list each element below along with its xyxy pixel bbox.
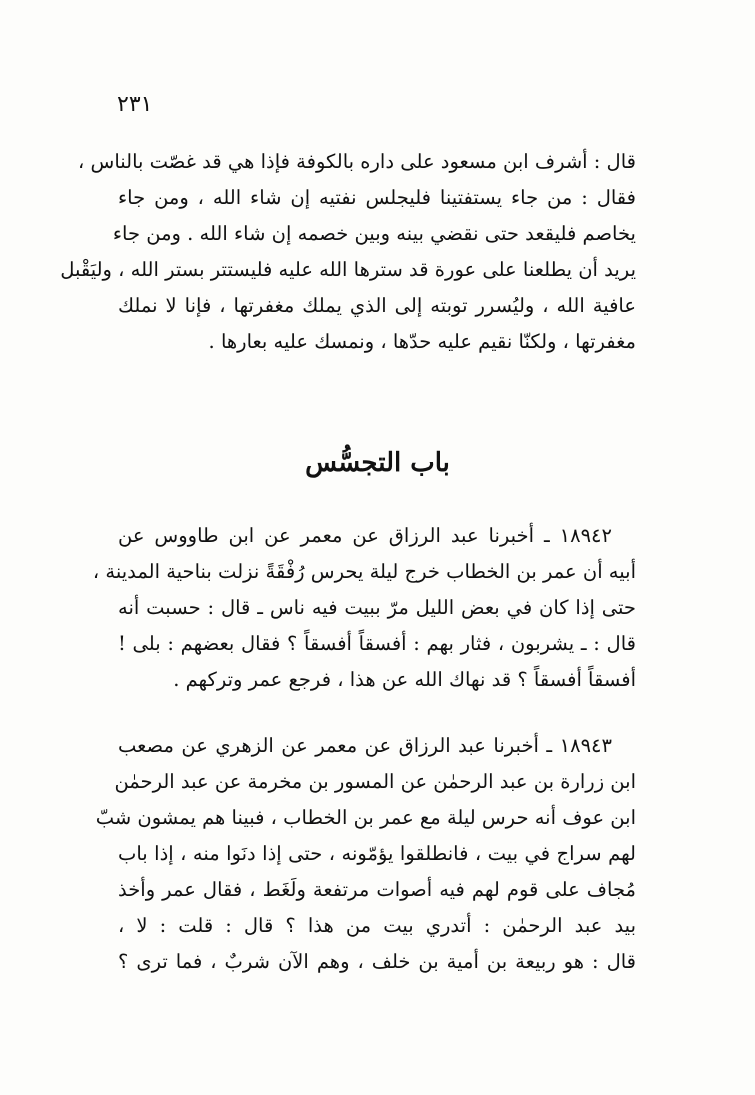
text-line: ابن عوف أنه حرس ليلة مع عمر بن الخطاب ، فبينا هم يمشون شبّ (95, 806, 636, 829)
hadith-paragraph-18942 (92, 518, 636, 698)
text-line: لهم سراج في بيت ، فانطلقوا يؤمّونه ، حتى إذا دنَوا منه ، إذا باب (118, 842, 636, 865)
text-line: يخاصم فليقعد حتى نقضي بينه وبين خصمه إن شاء الله . ومن جاء (112, 222, 636, 245)
text-line: أبيه أن عمر بن الخطاب خرج ليلة يحرس رُفْقَةً نزلت بناحية المدينة ، (92, 560, 636, 583)
text-line: مُجاف على قوم لهم فيه أصوات مرتفعة ولَغَط ، فقال عمر وأخذ (118, 878, 636, 901)
text-line: مغفرتها ، ولكنّا نقيم عليه حدّها ، ونمسك عليه بعارها . (208, 330, 636, 353)
text-line: أفسقاً أفسقاً ؟ قد نهاك الله عن هذا ، فرجع عمر وتركهم . (173, 668, 636, 691)
text-line: عافية الله ، وليُسرر توبته إلى الذي يملك مغفرتها ، فإنا لا نملك (118, 294, 636, 317)
page-number: ٢٣١ (117, 92, 153, 117)
text-line: قال : هو ربيعة بن أمية بن خلف ، وهم الآن شربٌ ، فما ترى ؟ (118, 950, 636, 973)
text-line: ١٨٩٤٢ ـ أخبرنا عبد الرزاق عن معمر عن ابن طاووس عن (118, 524, 612, 547)
text-line: حتى إذا كان في بعض الليل مرّ ببيت فيه ناس ـ قال : حسبت أنه (118, 596, 636, 619)
text-line: قال : أشرف ابن مسعود على داره بالكوفة فإذا هي قد غصّت بالناس ، (78, 150, 636, 173)
text-line: يريد أن يطلعنا على عورة قد سترها الله عليه فليستتر بستر الله ، وليَقْبل (60, 258, 636, 281)
text-line: ابن زرارة بن عبد الرحمٰن عن المسور بن مخرمة عن عبد الرحمٰن (114, 770, 636, 793)
text-line: فقال : من جاء يستفتينا فليجلس نفتيه إن شاء الله ، ومن جاء (118, 186, 636, 209)
intro-paragraph (60, 144, 636, 360)
text-line: ١٨٩٤٣ ـ أخبرنا عبد الرزاق عن معمر عن الزهري عن مصعب (118, 734, 612, 757)
hadith-paragraph-18943 (95, 728, 636, 980)
text-line: بيد عبد الرحمٰن : أتدري بيت من هذا ؟ قال : قلت : لا ، (118, 914, 636, 937)
chapter-heading: باب التجسُّس (305, 448, 450, 478)
text-line: قال : ـ يشربون ، فثار بهم : أفسقاً أفسقاً ؟ فقال بعضهم : بلى ! (118, 632, 636, 655)
